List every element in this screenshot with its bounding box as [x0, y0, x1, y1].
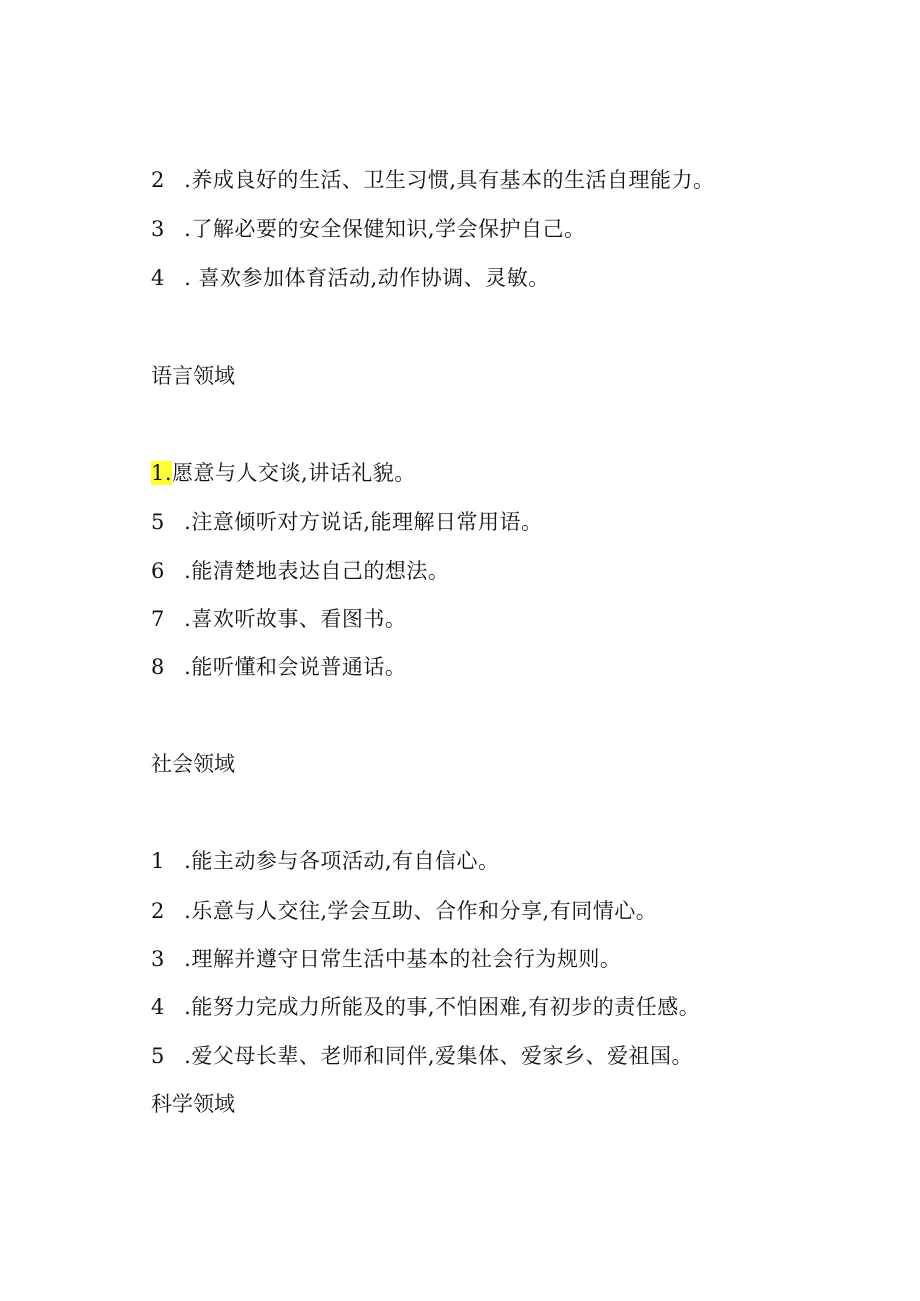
item-text: .乐意与人交往,学会互助、合作和分享,有同情心。	[177, 899, 658, 923]
item-text: . 喜欢参加体育活动,动作协调、灵敏。	[177, 266, 550, 290]
item-text: .了解必要的安全保健知识,学会保护自己。	[177, 217, 586, 241]
item-number: 5	[151, 510, 165, 534]
item-text: 愿意与人交谈,讲话礼貌。	[172, 461, 416, 485]
item-text: .能努力完成力所能及的事,不怕困难,有初步的责任感。	[177, 995, 701, 1019]
list-item	[151, 897, 657, 925]
item-text: .爱父母长辈、老师和同伴,爱集体、爱家乡、爱祖国。	[177, 1044, 694, 1068]
list-item	[151, 945, 621, 973]
list-item	[151, 653, 406, 681]
list-item	[151, 605, 406, 633]
list-item	[151, 215, 586, 243]
item-number: 3	[151, 217, 165, 241]
list-item	[151, 166, 715, 194]
item-text: .能听懂和会说普通话。	[177, 655, 407, 679]
list-item	[151, 1042, 693, 1070]
item-number: 4	[151, 266, 165, 290]
item-number: 5	[151, 1044, 165, 1068]
item-text: .养成良好的生活、卫生习惯,具有基本的生活自理能力。	[177, 168, 715, 192]
item-text: .注意倾听对方说话,能理解日常用语。	[177, 510, 543, 534]
section-heading-science: 科学领域	[151, 1092, 235, 1116]
item-number: 6	[151, 559, 165, 583]
item-text: .能清楚地表达自己的想法。	[177, 559, 450, 583]
list-item	[151, 993, 700, 1021]
list-item	[151, 847, 500, 875]
item-number: 8	[151, 655, 165, 679]
list-item	[151, 557, 449, 585]
item-number: 7	[151, 607, 165, 631]
list-item	[151, 508, 543, 536]
item-number: 4	[151, 995, 165, 1019]
section-heading-social: 社会领域	[151, 752, 235, 776]
section-heading-language: 语言领域	[151, 364, 235, 388]
item-number: 3	[151, 947, 165, 971]
list-item	[151, 459, 416, 487]
item-number: 2	[151, 168, 165, 192]
item-text: .理解并遵守日常生活中基本的社会行为规则。	[177, 947, 622, 971]
item-number-highlighted: 1.	[151, 461, 173, 485]
list-item	[151, 264, 550, 292]
item-number: 2	[151, 899, 165, 923]
item-text: .喜欢听故事、看图书。	[177, 607, 407, 631]
item-number: 1	[151, 849, 165, 873]
item-text: .能主动参与各项活动,有自信心。	[177, 849, 500, 873]
